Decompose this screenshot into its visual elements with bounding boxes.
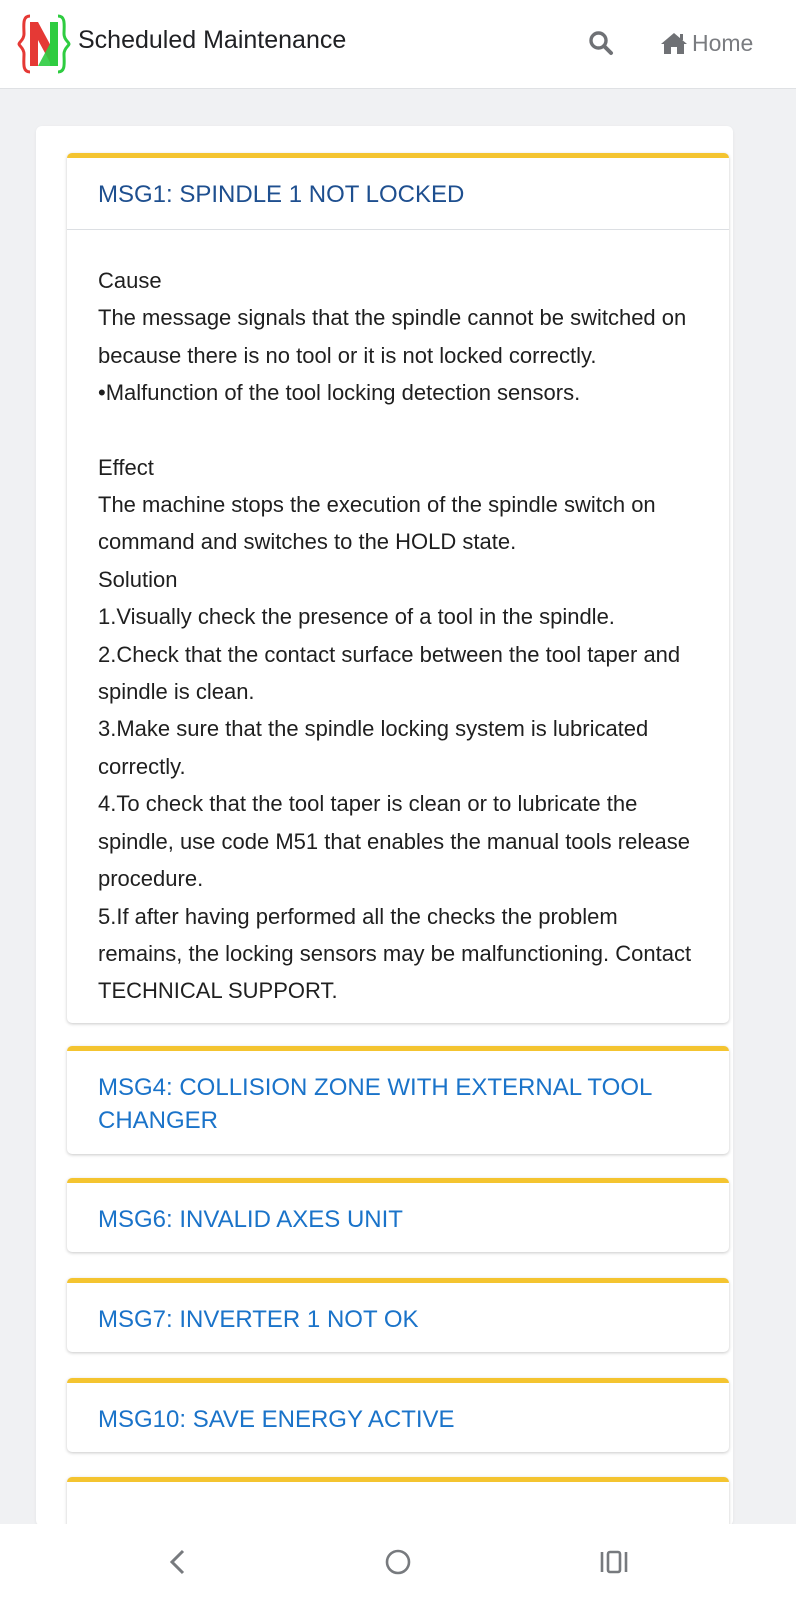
body-line: 2.Check that the contact surface between the tool taper and spindle is clean. — [98, 641, 681, 705]
home-icon — [660, 31, 688, 55]
messages-container — [36, 126, 733, 1526]
message-title-msg10[interactable]: MSG10: SAVE ENERGY ACTIVE — [98, 1406, 455, 1433]
system-navigation-bar — [0, 1524, 796, 1600]
body-line: Solution — [98, 566, 178, 592]
message-title-msg6[interactable]: MSG6: INVALID AXES UNIT — [98, 1206, 403, 1233]
body-line: 3.Make sure that the spindle locking system is lubricated correctly. — [98, 716, 649, 779]
message-title-msg1[interactable]: MSG1: SPINDLE 1 NOT LOCKED — [67, 158, 729, 230]
message-title-msg4[interactable]: MSG4: COLLISION ZONE WITH EXTERNAL TOOL CHANGER — [98, 1074, 652, 1134]
body-line: 1.Visually check the presence of a tool in the spindle. — [98, 604, 615, 630]
app-logo[interactable] — [16, 12, 72, 76]
body-line: 5.If after having performed all the checks the problem remains, the locking sensors may be malfunctioning. Contact TECHNICAL SUPPORT. — [98, 903, 692, 1004]
body-line: •Malfunction of the tool locking detection sensors. — [98, 380, 581, 406]
body-line: 4.To check that the tool taper is clean or to lubricate the spindle, use code M51 that enables the manual tools release procedure. — [98, 791, 690, 892]
body-line: Effect — [98, 454, 154, 480]
body-line: Cause — [98, 268, 162, 293]
top-app-bar — [0, 0, 796, 89]
message-title-next[interactable] — [67, 1482, 729, 1518]
home-label: Home — [692, 29, 754, 56]
search-button[interactable] — [584, 26, 618, 60]
recent-apps-icon — [599, 1549, 629, 1575]
message-card-msg7[interactable] — [67, 1278, 729, 1352]
message-card-msg6[interactable] — [67, 1178, 729, 1252]
body-line: The message signals that the spindle cannot be switched on because there is no tool or it is not locked correctly. — [98, 305, 687, 368]
message-card-msg1 — [67, 153, 729, 1023]
search-icon — [588, 30, 614, 56]
home-circle-icon — [383, 1547, 413, 1577]
message-body-msg1 — [67, 230, 729, 1040]
message-title-msg7[interactable]: MSG7: INVERTER 1 NOT OK — [98, 1306, 419, 1333]
home-nav-button[interactable] — [378, 1542, 418, 1582]
page-title: Scheduled Maintenance — [78, 26, 347, 54]
message-card-msg10[interactable] — [67, 1378, 729, 1452]
back-chevron-icon — [168, 1548, 188, 1576]
message-card-msg4[interactable] — [67, 1046, 729, 1154]
body-spacer — [98, 412, 698, 449]
recents-button[interactable] — [594, 1542, 634, 1582]
body-line: The machine stops the execution of the spindle switch on command and switches to the HOLD state. — [98, 492, 656, 555]
home-link[interactable] — [660, 26, 753, 60]
logo-icon — [16, 12, 72, 76]
back-button[interactable] — [158, 1542, 198, 1582]
